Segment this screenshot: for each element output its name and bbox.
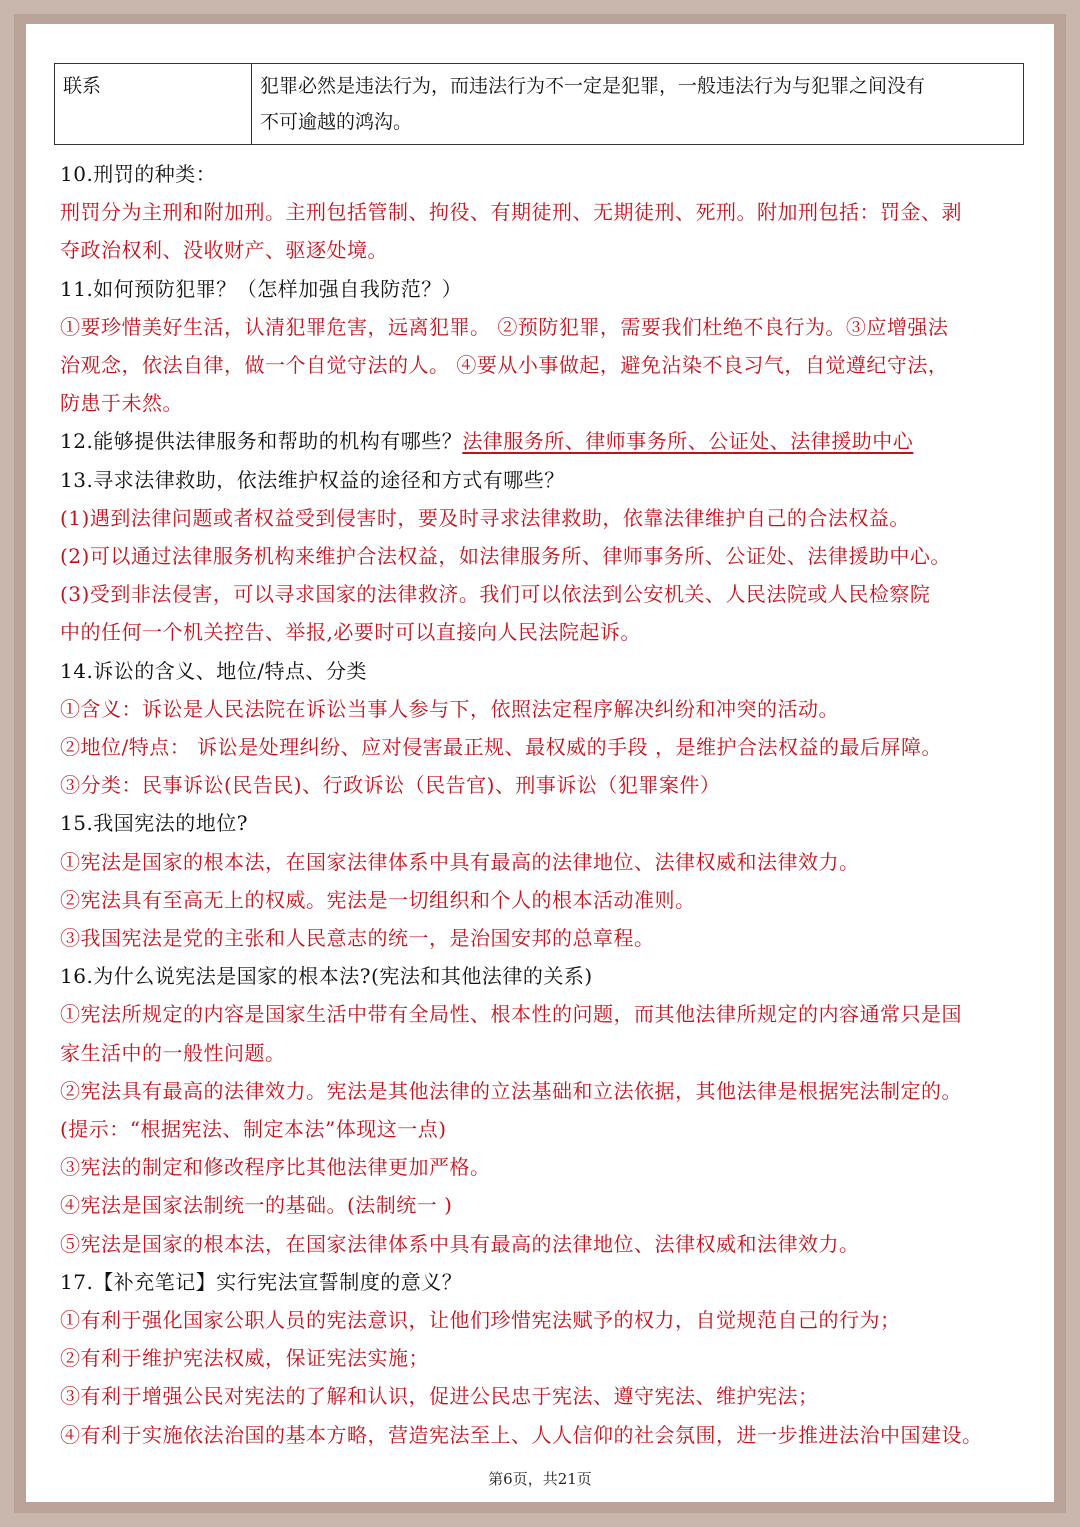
line-text: ④宪法是国家法制统一的基础。(法制统一 ) (60, 1193, 453, 1218)
line-text: 中的任何一个机关控告、举报,必要时可以直接向人民法院起诉。 (60, 620, 641, 645)
line-text: 16.为什么说宪法是国家的根本法?(宪法和其他法律的关系) (60, 964, 593, 989)
question-line (60, 957, 593, 995)
answer-line (60, 346, 948, 384)
line-text: (1)遇到法律问题或者权益受到侵害时，要及时寻求法律救助，依靠法律维护自己的合法权益。 (60, 505, 910, 530)
line-text: ①宪法所规定的内容是国家生活中带有全局性、根本性的问题，而其他法律所规定的内容通常只是国 (60, 1002, 962, 1027)
answer-line (60, 575, 930, 613)
line-text: 17.【补充笔记】实行宪法宣誓制度的意义？ (60, 1269, 463, 1294)
answer-line (60, 1110, 447, 1148)
answer-line (60, 881, 696, 919)
line-text: 刑罚分为主刑和附加刑。主刑包括管制、拘役、有期徒刑、无期徒刑、死刑。附加刑包括：罚金、剥 (60, 200, 962, 225)
table-content-line: 不可逾越的鸿沟。 (260, 111, 413, 133)
answer-line (60, 537, 951, 575)
answer-inline: 法律服务所、律师事务所、公证处、法律援助中心 (462, 429, 914, 454)
line-text: 14.诉讼的含义、地位/特点、分类 (60, 658, 368, 683)
line-text: 家生活中的一般性问题。 (60, 1040, 286, 1065)
relation-table (54, 63, 1024, 145)
answer-line (60, 1416, 983, 1454)
answer-line (60, 308, 948, 346)
answer-line (60, 499, 910, 537)
line-text: (提示：“根据宪法、制定本法”体现这一点) (60, 1117, 447, 1141)
table-row (55, 64, 1024, 145)
line-text: ②宪法具有最高的法律效力。宪法是其他法律的立法基础和立法依据，其他法律是根据宪法制定的。 (60, 1078, 962, 1103)
answer-line (60, 1186, 452, 1224)
line-text: (2)可以通过法律服务机构来维护合法权益，如法律服务所、律师事务所、公证处、法律援助中心。 (60, 544, 951, 568)
line-text: 12.能够提供法律服务和帮助的机构有哪些？ (60, 429, 463, 454)
line-text: ③宪法的制定和修改程序比其他法律更加严格。 (60, 1155, 491, 1180)
line-text: ③分类：民事诉讼(民告民)、行政诉讼（民告官)、刑事诉讼（犯罪案件） (60, 773, 721, 798)
answer-line (60, 1225, 860, 1263)
question-line (60, 804, 248, 842)
line-text: ②宪法具有至高无上的权威。宪法是一切组织和个人的根本活动准则。 (60, 887, 696, 912)
answer-line (60, 1034, 286, 1072)
line-text: ③我国宪法是党的主张和人民意志的统一，是治国安邦的总章程。 (60, 926, 655, 950)
answer-line (60, 690, 839, 728)
answer-line (60, 231, 388, 269)
question-line (60, 461, 565, 499)
line-text: ③有利于增强公民对宪法的了解和认识，促进公民忠于宪法、遵守宪法、维护宪法； (60, 1384, 819, 1409)
answer-line (60, 995, 962, 1033)
line-text: 治观念，依法自律，做一个自觉守法的人。 ④要从小事做起，避免沾染不良习气，自觉遵纪守法， (60, 353, 949, 377)
line-text: 13.寻求法律救助，依法维护权益的途径和方式有哪些？ (60, 467, 565, 492)
question-line (60, 155, 216, 193)
answer-line (60, 843, 860, 881)
answer-line (60, 728, 942, 766)
answer-line (60, 1377, 819, 1415)
question-line (60, 422, 913, 460)
line-text: ⑤宪法是国家的根本法，在国家法律体系中具有最高的法律地位、法律权威和法律效力。 (60, 1231, 860, 1256)
page-number: 第6页，共21页 (488, 1470, 592, 1488)
line-text: 10.刑罚的种类： (60, 162, 217, 186)
answer-line (60, 919, 655, 957)
line-text: ①含义：诉讼是人民法院在诉讼当事人参与下，依照法定程序解决纠纷和冲突的活动。 (60, 696, 839, 721)
table-label-cell: 联系 (55, 64, 252, 145)
line-text: ②有利于维护宪法权威，保证宪法实施； (60, 1346, 429, 1371)
answer-line (60, 766, 720, 804)
line-text: 15.我国宪法的地位? (60, 811, 249, 836)
line-text: ①要珍惜美好生活，认清犯罪危害，远离犯罪。 ②预防犯罪，需要我们杜绝不良行为。③应增强法 (60, 314, 949, 339)
table-content-line: 犯罪必然是违法行为，而违法行为不一定是犯罪，一般违法行为与犯罪之间没有 (260, 75, 926, 97)
line-text: ①有利于强化国家公职人员的宪法意识，让他们珍惜宪法赋予的权力，自觉规范自己的行为； (60, 1308, 901, 1332)
answer-line (60, 384, 183, 422)
line-text: ②地位/特点： 诉讼是处理纠纷、应对侵害最正规、最权威的手段 ，是维护合法权益的最后屏障。 (60, 735, 942, 759)
answer-line (60, 1148, 491, 1186)
line-text: ①宪法是国家的根本法，在国家法律体系中具有最高的法律地位、法律权威和法律效力。 (60, 849, 860, 874)
table-content-cell (252, 64, 1024, 145)
answer-line (60, 613, 641, 651)
answer-line (60, 1339, 429, 1377)
line-text: 防患于未然。 (60, 391, 183, 416)
answer-line (60, 1301, 901, 1339)
answer-line (60, 1072, 962, 1110)
answer-line (60, 193, 962, 231)
question-line (60, 1263, 462, 1301)
question-line (60, 652, 367, 690)
line-text: ④有利于实施依法治国的基本方略，营造宪法至上、人人信仰的社会氛围，进一步推进法治中国建设。 (60, 1422, 983, 1447)
line-text: 夺政治权利、没收财产、驱逐处境。 (60, 238, 388, 263)
document-page (26, 24, 1054, 1502)
line-text: (3)受到非法侵害，可以寻求国家的法律救济。我们可以依法到公安机关、人民法院或人民检察院 (60, 582, 931, 607)
question-line (60, 270, 462, 308)
line-text: 11.如何预防犯罪？（怎样加强自我防范？） (60, 276, 463, 301)
